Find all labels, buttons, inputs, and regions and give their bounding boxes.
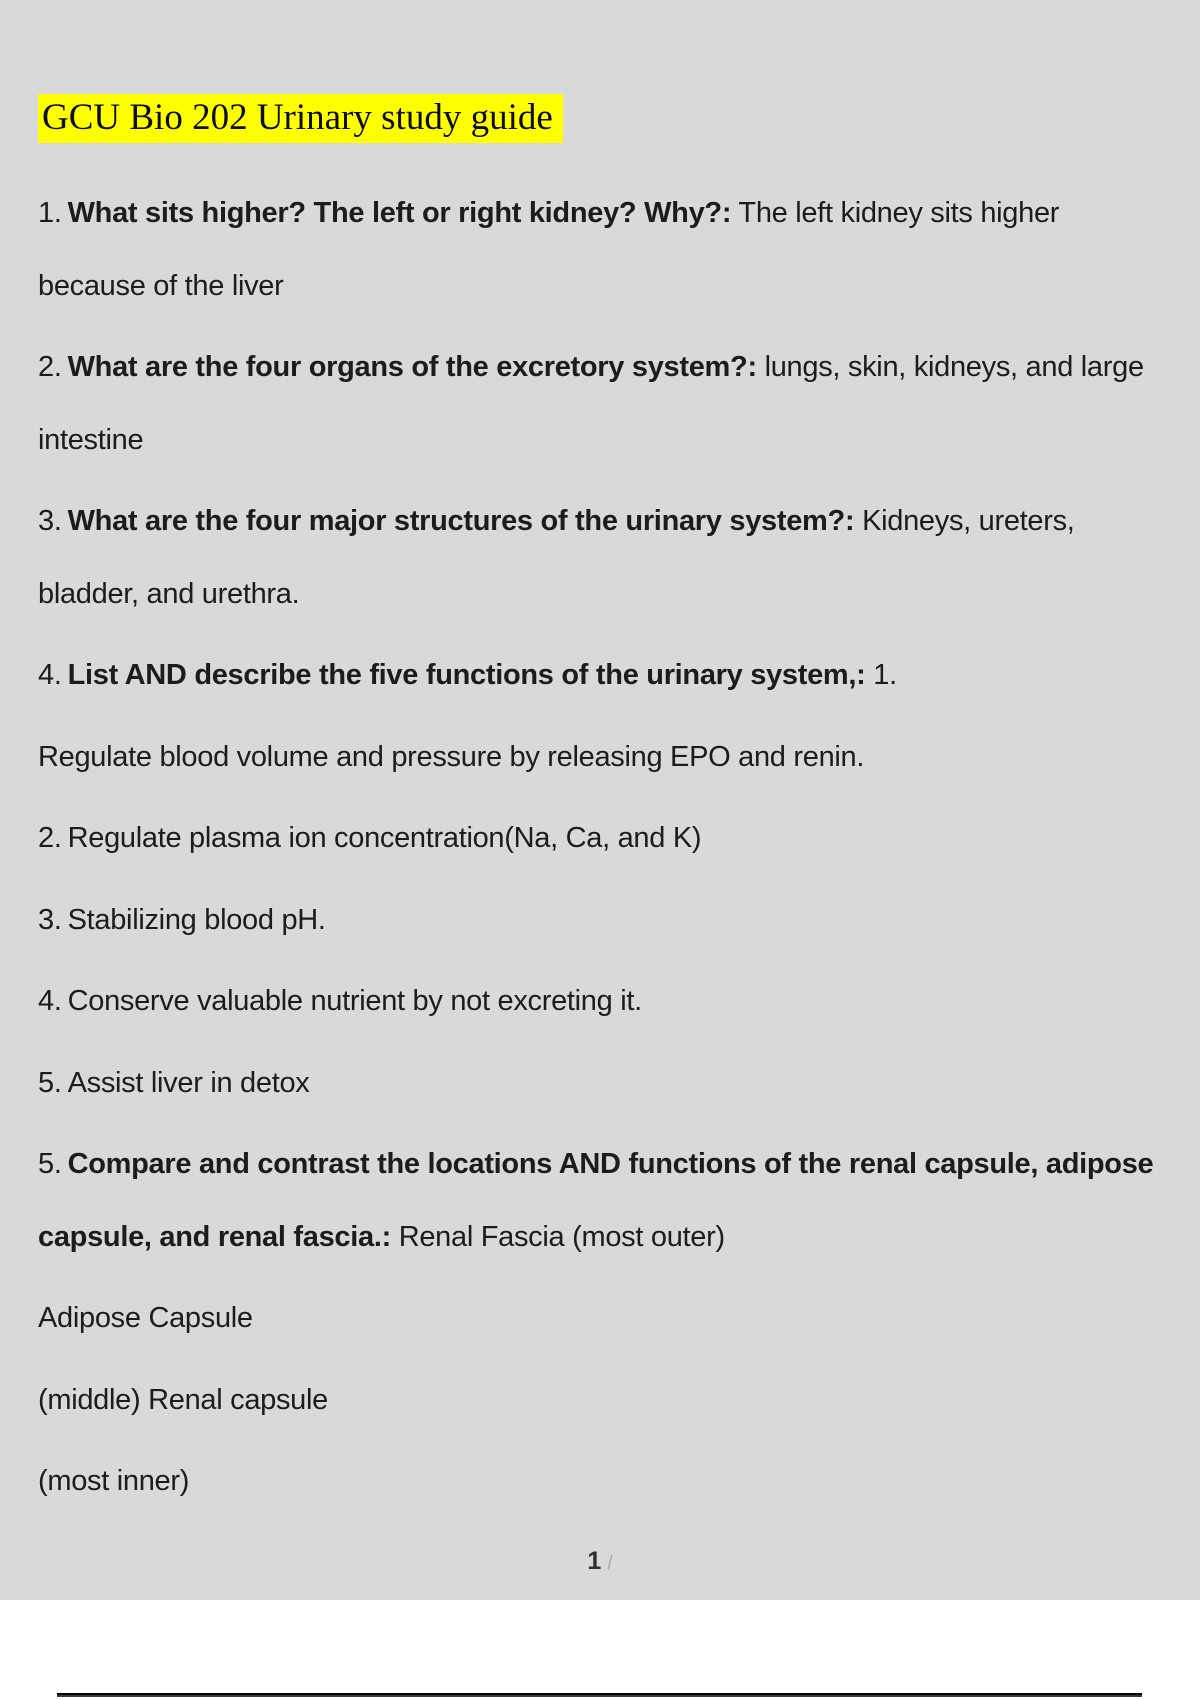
answer-paragraph [38,884,1170,957]
question-paragraph [38,639,1170,712]
answer-text: Conserve valuable nutrient by not excreting it. [67,985,642,1018]
answer-paragraph [38,965,1170,1038]
document-body [38,177,1170,1518]
answer-paragraph [38,1047,1170,1120]
answer-text: Renal Fascia (most outer) [390,1220,725,1253]
answer-text: Stabilizing blood pH. [67,903,326,936]
answer-paragraph [38,802,1170,875]
list-number: 4. [38,985,62,1018]
question-paragraph [38,177,1170,322]
title-highlight: GCU Bio 202 Urinary study guide [38,94,563,143]
page-number: 1 [587,1547,602,1575]
list-number: 3. [38,505,62,538]
list-number: 5. [38,1066,62,1099]
answer-paragraph [38,1282,1170,1355]
answer-text: Regulate plasma ion concentration(Na, Ca, and K) [67,822,702,855]
next-page-divider [57,1693,1142,1697]
page-footer [0,1547,1200,1576]
page-gap [0,1600,1200,1700]
answer-text: (most inner) [38,1465,190,1498]
answer-text: Kidneys, ureters, bladder, and urethra. [38,505,1075,610]
list-number: 2. [38,822,62,855]
question-text: List AND describe the five functions of the urinary system,: [67,659,866,692]
page-number-separator: / [607,1553,613,1574]
list-number: 1. [38,197,62,230]
question-text: What sits higher? The left or right kidney? Why?: [67,197,732,230]
question-paragraph [38,1128,1170,1273]
answer-text: The left kidney sits higher because of the liver [38,197,1060,302]
list-number: 3. [38,903,62,936]
answer-text: Regulate blood volume and pressure by releasing EPO and renin. [38,740,865,773]
page-title [38,96,1170,140]
answer-paragraph [38,1445,1170,1518]
answer-paragraph [38,721,1170,794]
answer-text: Adipose Capsule [38,1302,253,1335]
answer-paragraph [38,1364,1170,1437]
question-paragraph [38,485,1170,630]
answer-text: Assist liver in detox [67,1066,310,1099]
list-number: 2. [38,351,62,384]
question-text: What are the four organs of the excretory system?: [67,351,757,384]
page-content [0,96,1200,1518]
answer-text: lungs, skin, kidneys, and large intestine [38,351,1144,456]
question-paragraph [38,331,1170,476]
list-number: 4. [38,659,62,692]
question-text: What are the four major structures of the urinary system?: [67,505,855,538]
answer-text: (middle) Renal capsule [38,1383,328,1416]
question-text: Compare and contrast the locations AND functions of the renal capsule, adipose capsule, and renal fascia.: [38,1148,1154,1253]
answer-text: 1. [865,659,897,692]
list-number: 5. [38,1148,62,1181]
